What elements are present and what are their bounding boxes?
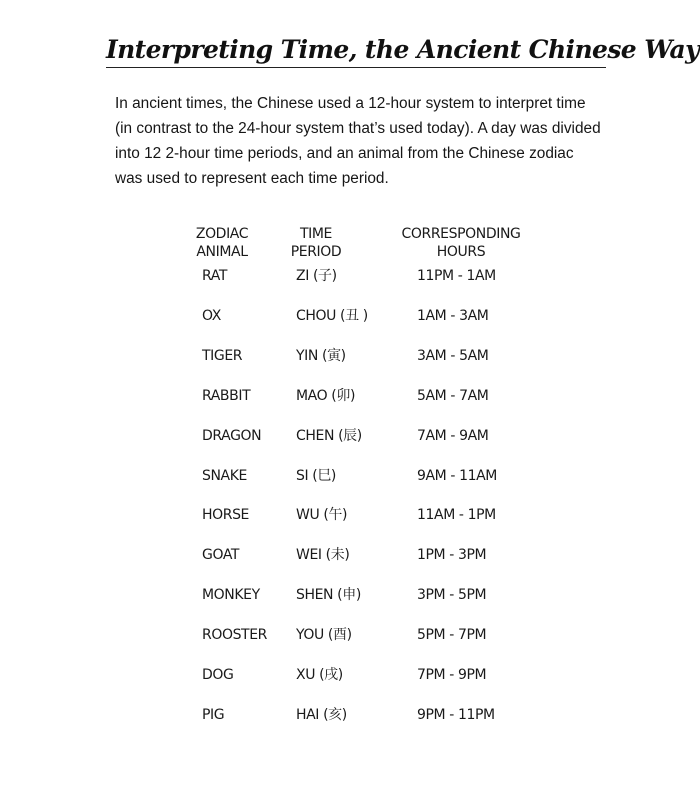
- table-row: [0, 584, 700, 606]
- table-row: [0, 265, 700, 287]
- table-row: [0, 624, 700, 646]
- zodiac-animal-cell: DOG: [202, 667, 234, 683]
- title-underline: [106, 67, 606, 68]
- time-period-cell: YIN (寅): [296, 347, 346, 364]
- corresponding-hours-cell: 9AM - 11AM: [417, 467, 497, 484]
- time-period-cell: CHOU (丑 ): [296, 307, 368, 324]
- time-period-cell: SI (巳): [296, 467, 336, 484]
- intro-paragraph: In ancient times, the Chinese used a 12-hour system to interpret time (in contrast to the 24-hour system that’s used today). A day was divided into 12 2-hour time periods, and an animal from the Chinese zodiac was used to represent each time period.: [115, 95, 601, 187]
- corresponding-hours-cell: 1AM - 3AM: [417, 307, 489, 324]
- header-zodiac-animal-line2: ANIMAL: [196, 244, 248, 260]
- time-period-cell: WU (午): [296, 507, 348, 524]
- corresponding-hours-cell: 3AM - 5AM: [417, 347, 489, 364]
- header-zodiac-animal: [187, 225, 257, 261]
- corresponding-hours-cell: 11AM - 1PM: [417, 507, 496, 524]
- zodiac-animal-cell: RABBIT: [202, 387, 251, 404]
- table-row: [0, 465, 700, 487]
- corresponding-hours-cell: 5AM - 7AM: [417, 387, 489, 404]
- zodiac-animal-cell: SNAKE: [202, 467, 247, 484]
- table-row: [0, 385, 700, 407]
- corresponding-hours-cell: 7PM - 9PM: [417, 667, 487, 683]
- table-row: [0, 544, 700, 566]
- time-period-cell: XU (戌): [296, 667, 343, 683]
- corresponding-hours-cell: 7AM - 9AM: [417, 427, 489, 444]
- header-corresponding-hours: [396, 225, 526, 261]
- time-period-cell: YOU (酉): [296, 627, 352, 644]
- zodiac-animal-cell: DRAGON: [202, 427, 262, 444]
- table-row: [0, 425, 700, 447]
- time-period-cell: CHEN (辰): [296, 427, 362, 444]
- page-title: Interpreting Time, the Ancient Chinese Way: [106, 35, 700, 64]
- table-row: [0, 345, 700, 367]
- header-zodiac-animal-line1: ZODIAC: [195, 226, 249, 242]
- zodiac-animal-cell: OX: [202, 307, 221, 324]
- header-corresponding-hours-line1: CORRESPONDING: [401, 226, 521, 242]
- corresponding-hours-cell: 5PM - 7PM: [417, 627, 487, 644]
- header-time-period-line1: TIME: [299, 226, 332, 242]
- header-time-period-line2: PERIOD: [290, 244, 342, 260]
- time-period-cell: ZI (子): [296, 268, 337, 284]
- table-row: [0, 305, 700, 327]
- table-row: [0, 664, 700, 686]
- header-corresponding-hours-line2: HOURS: [436, 244, 486, 260]
- corresponding-hours-cell: 3PM - 5PM: [417, 587, 487, 604]
- zodiac-animal-cell: HORSE: [202, 507, 250, 524]
- table-row: [0, 704, 700, 726]
- header-time-period: [280, 225, 352, 261]
- zodiac-animal-cell: GOAT: [202, 547, 240, 564]
- zodiac-animal-cell: RAT: [202, 268, 228, 284]
- time-period-cell: MAO (卯): [296, 387, 356, 404]
- time-period-cell: HAI (亥): [296, 706, 347, 723]
- time-period-cell: WEI (未): [296, 547, 350, 564]
- zodiac-animal-cell: TIGER: [202, 347, 243, 364]
- corresponding-hours-cell: 1PM - 3PM: [417, 547, 487, 564]
- zodiac-animal-cell: PIG: [202, 706, 225, 723]
- table-row: [0, 504, 700, 526]
- corresponding-hours-cell: 9PM - 11PM: [417, 706, 495, 723]
- zodiac-animal-cell: MONKEY: [202, 587, 260, 604]
- corresponding-hours-cell: 11PM - 1AM: [417, 268, 496, 284]
- time-period-cell: SHEN (申): [296, 587, 361, 604]
- zodiac-animal-cell: ROOSTER: [202, 627, 267, 644]
